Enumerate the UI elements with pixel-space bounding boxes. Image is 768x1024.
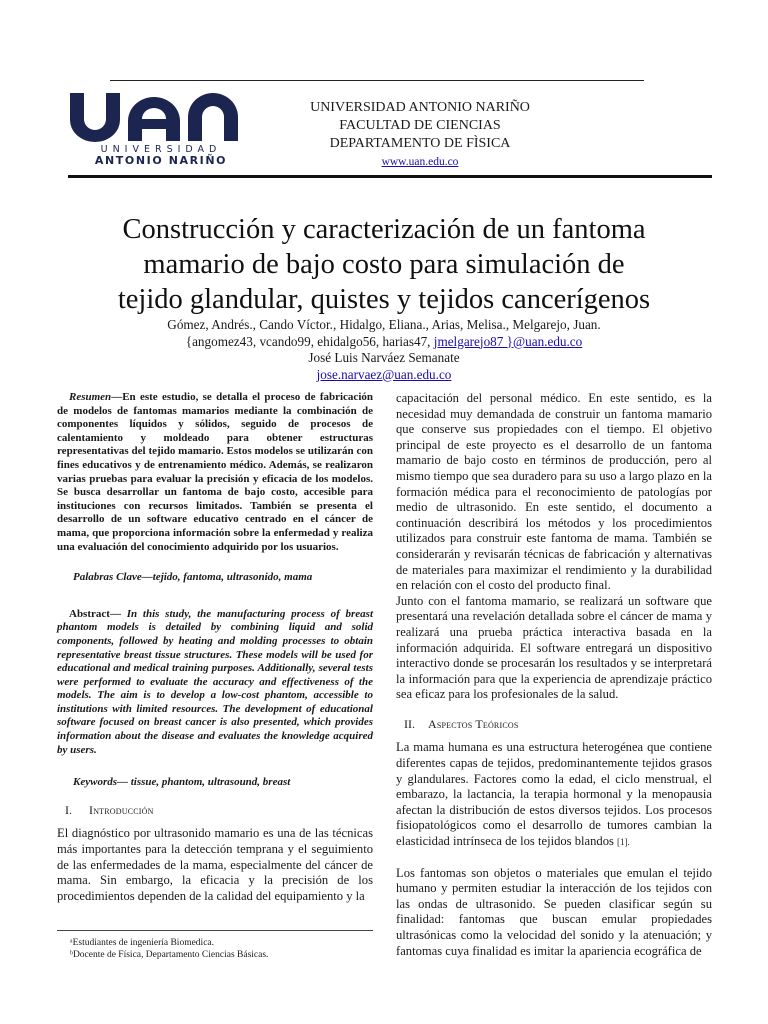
title-line-2: mamario de bajo costo para simulación de — [143, 249, 625, 280]
abstract-en — [57, 608, 373, 758]
uan-wordmark — [70, 93, 238, 142]
section-1-number: I. — [65, 802, 72, 817]
footnote-rule — [57, 930, 373, 931]
abstract-en-dash: — — [109, 607, 127, 620]
keywords-es — [73, 570, 373, 586]
title-line-1: Construcción y caracterización de un fantoma — [122, 214, 646, 245]
teacher-author: José Luis Narváez Semanate — [308, 350, 460, 365]
abstract-es-dash: — — [111, 391, 123, 403]
website-link[interactable]: www.uan.edu.co — [381, 156, 459, 168]
keywords-es-text: tejido, fantoma, ultrasonido, mama — [152, 571, 313, 584]
header-bottom-rule — [68, 175, 712, 178]
student-emails — [100, 334, 668, 351]
footnotes — [70, 937, 268, 961]
abstract-es-text: En este estudio, se detalla el proceso de fabricación de modelos de fantomas mamarios mediante la combinación de componentes líquidos y sólidos, seguido de procesos de calentamiento y moldeado para obtener estructuras representativas del tejido mamario. Estos modelos se utilizarán con fines educativos y de entrenamiento médico. Además, se realizaron varias pruebas para evaluar la precisión y eficacia de los modelos. Se busca desarrollar un fantoma de bajo costo, accesible para instituciones con recursos limitados. También se presenta el desarrollo de un software educativo centrado en el cáncer de mama, que proporciona información sobre la enfermedad y realiza una evaluación del conocimiento adquirido por los usuarios. — [57, 391, 373, 553]
keywords-en-text: tissue, phantom, ultrasound, breast — [130, 776, 291, 789]
right-column — [396, 391, 712, 959]
student-authors: Gómez, Andrés., Cando Víctor., Hidalgo, Eliana., Arias, Melisa., Melgarejo, Juan. — [167, 317, 601, 332]
faculty-name: FACULTAD DE CIENCIAS — [339, 118, 501, 133]
intro-continuation-paragraph: capacitación del personal médico. En este sentido, es la necesidad muy demandada de construir un fantoma mamario que conserve sus propiedades con el tiempo. El objetivo principal de este proyecto es el desarrollo de un fantoma mamario de bajo costo en términos de producción, pero al mismo tiempo que sea duradero para su uso a largo plazo en la formación médica para el reconocimiento de patologías por medio de ultrasonido. En este sentido, el documento a continuación describirá los métodos y los procedimientos utilizados para construir este fantoma de mama. También se considerarán y revisarán técnicas de fabricación y alternativas de materiales para maximizar el rendimiento y la durabilidad en relación con el costo del producto final. — [396, 391, 712, 593]
title-line-3: tejido glandular, quistes y tejidos cancerígenos — [117, 284, 651, 315]
abstract-es — [57, 391, 373, 554]
abstract-en-text: In this study, the manufacturing process of breast phantom models is detailed by combining liquid and solid components, followed by heating and molding processes to obtain representative breast tissue structures. These models will be used for educational and medical training purposes. Additionally, several tests were performed to evaluate the accuracy and effectiveness of the models. The aim is to develop a low-cost phantom, accessible to institutions with limited resources. The development of educational software focused on breast cancer is also presented, which provides information about the disease and evaluates the knowledge acquired by users. — [57, 607, 373, 756]
section-1-paragraph: El diagnóstico por ultrasonido mamario es una de las técnicas más importantes para la detección temprana y el seguimiento de las enfermedades de la mama, especialmente del cáncer de mama. Sin embargo, la eficacia y la precisión de los procedimientos dependen de la calidad del equipamiento y la — [57, 826, 373, 903]
footnote-teacher: ᵇDocente de Física, Departamento Ciencias Básicas. — [70, 950, 269, 960]
footnote-students: ᵃEstudiantes de ingeniería Biomedica. — [70, 938, 214, 948]
left-column — [57, 391, 373, 904]
section-2-heading — [396, 717, 712, 733]
keywords-en-dash: — — [117, 776, 131, 789]
keywords-en-lead: Keywords — [73, 776, 117, 789]
header-top-rule — [110, 80, 644, 81]
student-emails-prefix: {angomez43, vcando99, ehidalgo56, harias47, — [185, 333, 431, 349]
abstract-en-lead: Abstract — [69, 607, 110, 620]
keywords-es-lead: Palabras Clave — [73, 571, 142, 584]
university-name: UNIVERSIDAD ANTONIO NARIÑO — [310, 100, 530, 115]
abstract-es-lead: Resumen — [69, 391, 112, 403]
software-paragraph: Junto con el fantoma mamario, se realizará un software que presentará una revelación detallada sobre el cáncer de mama y realizará una prueba práctica interactiva basada en la información adquirida. El software entregará un dispositivo interactivo donde se procesarán los resultados y se interpretará la información para que la experiencia de aprendizaje práctico sea eficaz para los profesionales de la salud. — [396, 593, 712, 702]
section-2-title: Aspectos Teóricos — [428, 716, 519, 731]
keywords-en — [73, 775, 373, 791]
authors-block — [100, 317, 668, 383]
student-email-link[interactable]: jmelgarejo87 }@uan.edu.co — [433, 333, 583, 349]
section-2-number: II. — [404, 716, 415, 731]
teacher-email-link[interactable]: jose.narvaez@uan.edu.co — [316, 366, 452, 382]
section-2-paragraph-1-text: La mama humana es una estructura heterogénea que contiene diferentes capas de tejidos, predominantemente tejidos grasos y glandulares. Factores como la edad, el ciclo menstrual, el embarazo, la lactancia, la terapia hormonal y la menopausia afectan la distribución de estos diversos tejidos. Los procesos fisiopatológicos como el desarrollo de tumores cambian la elasticidad intrínseca de los tejidos blandos — [396, 740, 712, 849]
keywords-es-dash: — — [141, 571, 153, 584]
logo-line1: UNIVERSIDAD — [100, 144, 222, 155]
section-2-paragraph-2: Los fantomas son objetos o materiales que emulan el tejido humano y permiten estudiar la interacción de los tejidos con las ondas de ultrasonido. Se pueden clasificar según su finalidad: fantomas que buscan emular propiedades ultrasónicas como la velocidad del sonido y la atenuación; y fantomas cuya finalidad es imitar la apariencia ecográfica de — [396, 865, 712, 958]
institution-block — [270, 99, 570, 171]
department-name: DEPARTAMENTO DE FÌSICA — [329, 136, 511, 151]
section-1-heading — [57, 803, 373, 819]
section-1-title: Introducción — [89, 802, 154, 817]
section-2-paragraph-1 — [396, 740, 712, 850]
citation-1: [1]. — [617, 837, 630, 848]
logo-line2: ANTONIO NARIÑO — [94, 154, 228, 165]
paper-title — [60, 212, 708, 317]
uan-logo — [68, 93, 254, 165]
